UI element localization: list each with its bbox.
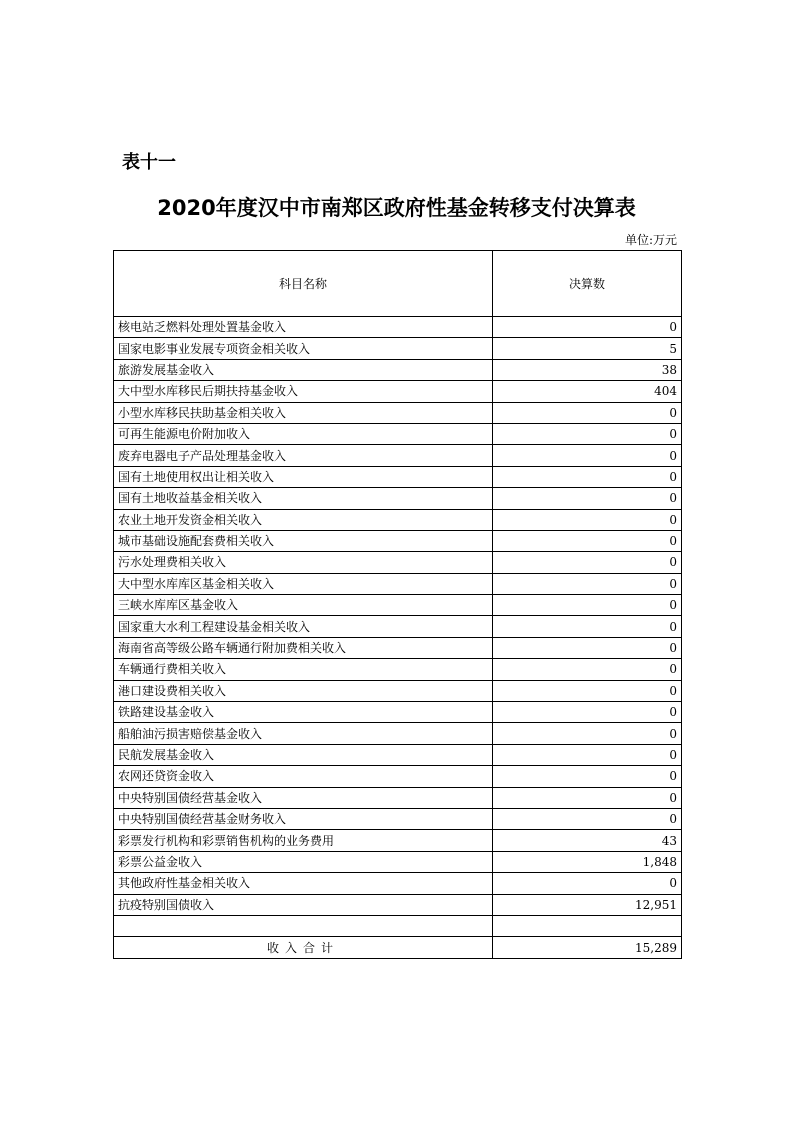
subject-name-cell: 海南省高等级公路车辆通行附加费相关收入 (114, 637, 493, 658)
subject-name-cell: 城市基础设施配套费相关收入 (114, 530, 493, 551)
amount-cell: 0 (493, 509, 682, 530)
table-row (114, 744, 682, 765)
subject-name-cell: 核电站乏燃料处理处置基金收入 (114, 317, 493, 338)
subject-name-cell: 彩票发行机构和彩票销售机构的业务费用 (114, 830, 493, 851)
subject-name-cell: 中央特别国债经营基金财务收入 (114, 808, 493, 829)
amount-cell: 0 (493, 616, 682, 637)
table-row (114, 894, 682, 915)
subject-name-cell: 铁路建设基金收入 (114, 702, 493, 723)
amount-cell: 0 (493, 702, 682, 723)
table-row (114, 830, 682, 851)
table-number-label: 表十一 (122, 152, 176, 173)
amount-cell: 0 (493, 317, 682, 338)
table-row (114, 402, 682, 423)
table-row (114, 702, 682, 723)
subject-name-cell: 国有土地使用权出让相关收入 (114, 466, 493, 487)
subject-name-cell: 大中型水库库区基金相关收入 (114, 573, 493, 594)
amount-cell (493, 915, 682, 936)
table-header-row (114, 251, 682, 317)
amount-cell: 5 (493, 338, 682, 359)
subject-name-cell: 船舶油污损害赔偿基金收入 (114, 723, 493, 744)
subject-name-cell: 旅游发展基金收入 (114, 359, 493, 380)
table-row (114, 595, 682, 616)
table-row (114, 530, 682, 551)
table-row (114, 509, 682, 530)
subject-name-cell: 小型水库移民扶助基金相关收入 (114, 402, 493, 423)
total-row (114, 937, 682, 958)
amount-cell: 0 (493, 808, 682, 829)
amount-cell: 0 (493, 659, 682, 680)
table-row (114, 659, 682, 680)
subject-name-cell: 车辆通行费相关收入 (114, 659, 493, 680)
amount-cell: 404 (493, 381, 682, 402)
amount-cell: 0 (493, 573, 682, 594)
amount-cell: 0 (493, 552, 682, 573)
table-row (114, 723, 682, 744)
table-row (114, 873, 682, 894)
amount-cell: 43 (493, 830, 682, 851)
subject-name-cell: 彩票公益金收入 (114, 851, 493, 872)
table-row (114, 616, 682, 637)
table-row (114, 381, 682, 402)
amount-cell: 1,848 (493, 851, 682, 872)
subject-name-cell: 民航发展基金收入 (114, 744, 493, 765)
subject-name-cell: 国家重大水利工程建设基金相关收入 (114, 616, 493, 637)
table-row (114, 338, 682, 359)
subject-name-cell: 废弃电器电子产品处理基金收入 (114, 445, 493, 466)
table-row (114, 359, 682, 380)
subject-name-cell: 其他政府性基金相关收入 (114, 873, 493, 894)
total-label-cell: 收入合计 (114, 937, 493, 958)
subject-name-cell: 可再生能源电价附加收入 (114, 423, 493, 444)
amount-cell: 0 (493, 744, 682, 765)
amount-cell: 0 (493, 423, 682, 444)
amount-cell: 0 (493, 466, 682, 487)
amount-cell: 0 (493, 530, 682, 551)
amount-cell: 12,951 (493, 894, 682, 915)
page-title: 2020年度汉中市南郑区政府性基金转移支付决算表 (157, 196, 636, 220)
subject-name-cell: 国有土地收益基金相关收入 (114, 488, 493, 509)
table-row (114, 466, 682, 487)
unit-label: 单位:万元 (624, 233, 677, 247)
subject-name-cell: 国家电影事业发展专项资金相关收入 (114, 338, 493, 359)
fund-transfer-table (113, 250, 682, 959)
subject-name-cell: 农网还贷资金收入 (114, 766, 493, 787)
table-row (114, 915, 682, 936)
table-row (114, 552, 682, 573)
table-row (114, 766, 682, 787)
column-header-amount: 决算数 (493, 251, 682, 317)
subject-name-cell: 港口建设费相关收入 (114, 680, 493, 701)
amount-cell: 38 (493, 359, 682, 380)
amount-cell: 0 (493, 402, 682, 423)
amount-cell: 0 (493, 873, 682, 894)
amount-cell: 0 (493, 787, 682, 808)
table-row (114, 423, 682, 444)
amount-cell: 0 (493, 637, 682, 658)
table-row (114, 808, 682, 829)
table-row (114, 445, 682, 466)
amount-cell: 0 (493, 595, 682, 616)
table-row (114, 317, 682, 338)
subject-name-cell: 抗疫特别国债收入 (114, 894, 493, 915)
table-row (114, 488, 682, 509)
subject-name-cell: 污水处理费相关收入 (114, 552, 493, 573)
table-row (114, 787, 682, 808)
amount-cell: 0 (493, 488, 682, 509)
total-amount-cell: 15,289 (493, 937, 682, 958)
amount-cell: 0 (493, 445, 682, 466)
amount-cell: 0 (493, 723, 682, 744)
subject-name-cell: 大中型水库移民后期扶持基金收入 (114, 381, 493, 402)
table-row (114, 851, 682, 872)
column-header-subject: 科目名称 (114, 251, 493, 317)
subject-name-cell: 三峡水库库区基金收入 (114, 595, 493, 616)
table-row (114, 573, 682, 594)
table-row (114, 637, 682, 658)
subject-name-cell (114, 915, 493, 936)
table-row (114, 680, 682, 701)
subject-name-cell: 中央特别国债经营基金收入 (114, 787, 493, 808)
amount-cell: 0 (493, 766, 682, 787)
amount-cell: 0 (493, 680, 682, 701)
subject-name-cell: 农业土地开发资金相关收入 (114, 509, 493, 530)
